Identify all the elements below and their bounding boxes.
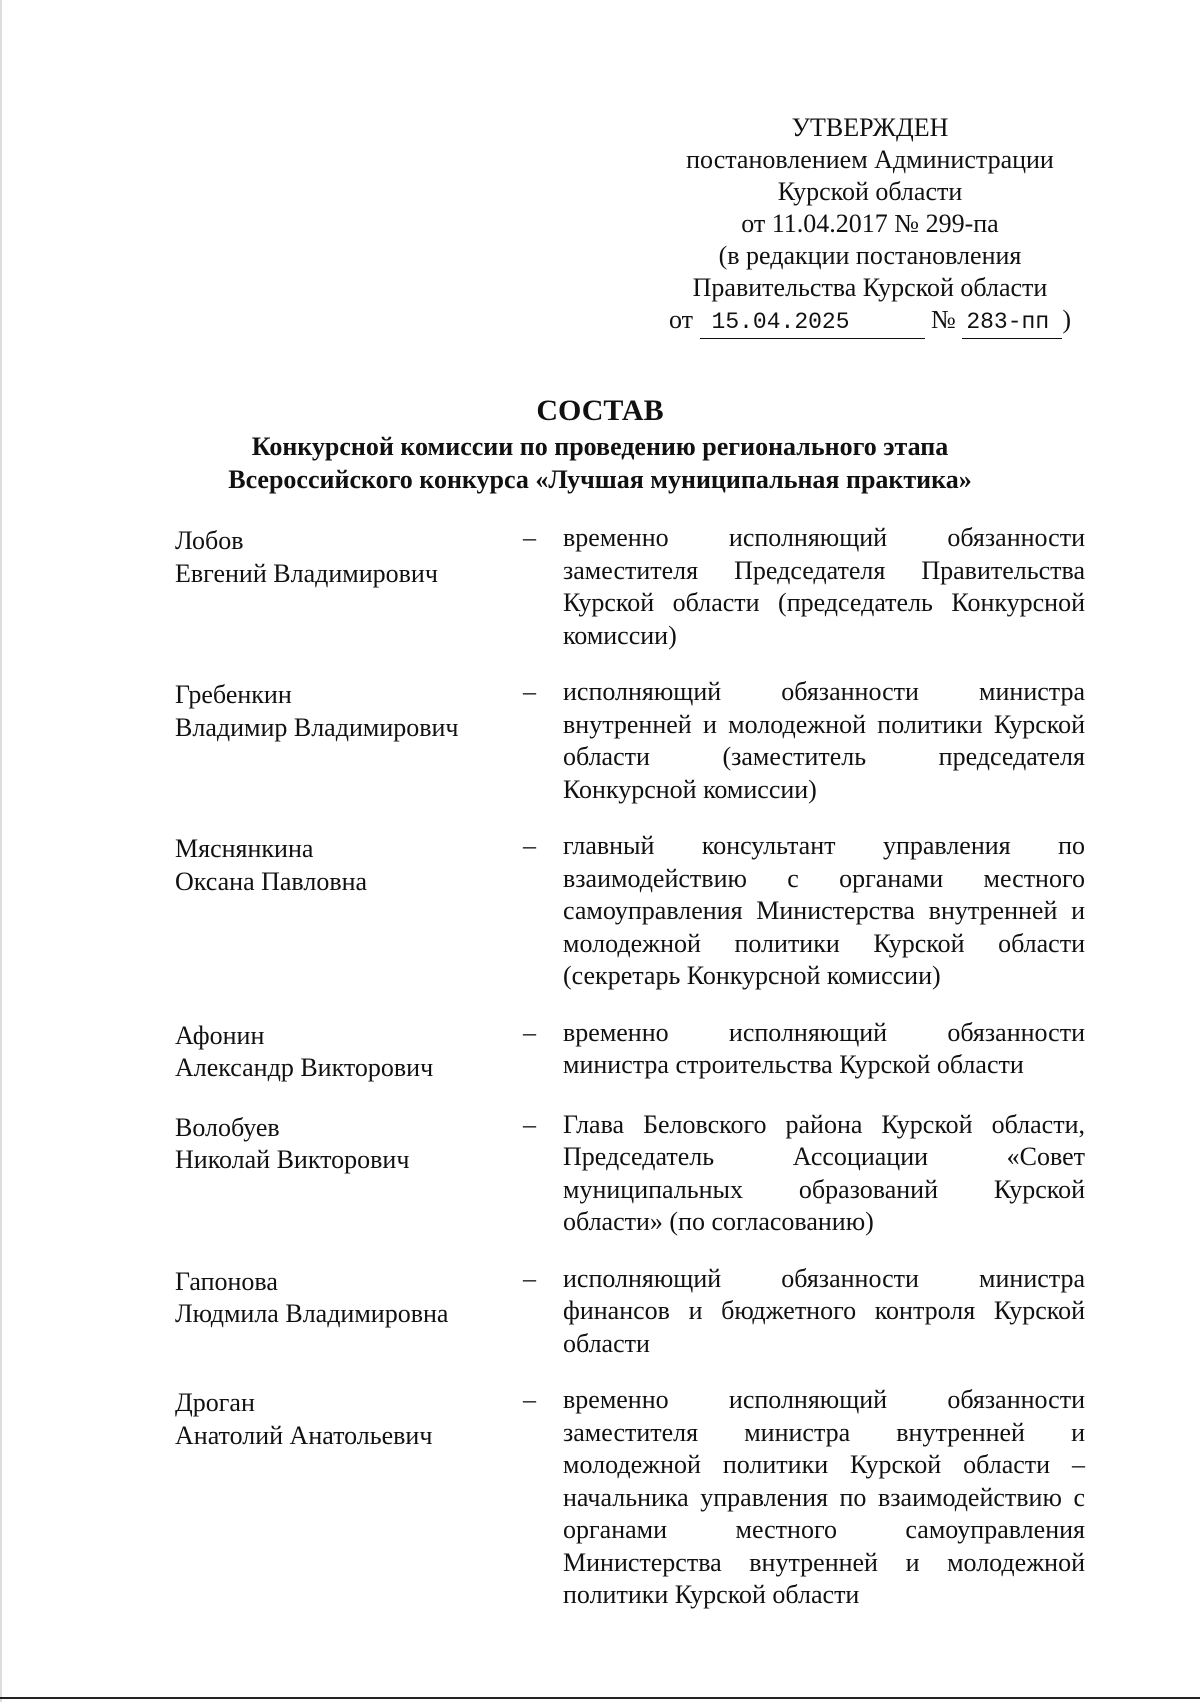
- number-label: №: [931, 305, 956, 334]
- member-dash: –: [523, 1385, 536, 1414]
- member-given-names: Оксана Павловна: [175, 866, 368, 896]
- approval-original-decree: от 11.04.2017 № 299-па: [741, 209, 999, 238]
- member-name: [175, 676, 515, 806]
- member-surname: Гребенкин: [175, 680, 292, 709]
- member-name: [175, 830, 515, 993]
- member-dash: –: [523, 1263, 536, 1293]
- member-given-names: Людмила Владимировна: [175, 1299, 449, 1328]
- document-subtitle-line1: Конкурсной комиссии по проведению регионального этапа: [251, 432, 949, 461]
- revision-date: 15.04.2025: [700, 306, 925, 339]
- document-title: СОСТАВ: [536, 394, 664, 427]
- member-given-names: Владимир Владимирович: [175, 712, 459, 742]
- scan-edge-left: [0, 0, 2, 1702]
- member-surname: Афонин: [175, 1020, 265, 1050]
- member-name: [175, 1384, 515, 1612]
- approval-heading: УТВЕРЖДЕН: [791, 113, 949, 142]
- member-role: главный консультант управления по взаимодействию с органами местного самоуправления Министерства внутренней и молодежной политики Курской области (секретарь Конкурсной комиссии): [563, 831, 1085, 990]
- approval-line: Правительства Курской области: [692, 273, 1048, 302]
- close-paren: ): [1062, 305, 1071, 334]
- member-dash: –: [523, 831, 536, 860]
- member-dash: –: [523, 1017, 536, 1047]
- member-surname: Дроган: [175, 1388, 255, 1417]
- member-name: [175, 1109, 515, 1239]
- member-role: исполняющий обязанности министра финансов и бюджетного контроля Курской области: [563, 1263, 1085, 1358]
- approval-line: (в редакции постановления: [718, 241, 1022, 270]
- member-dash: –: [523, 677, 536, 706]
- member-given-names: Анатолий Анатольевич: [175, 1420, 433, 1450]
- member-row: [175, 1263, 1087, 1361]
- member-role: исполняющий обязанности министра внутренней и молодежной политики Курской области (заместитель председателя Конкурсной комиссии): [563, 677, 1085, 804]
- member-row: [175, 1109, 1087, 1239]
- member-name: [175, 522, 515, 652]
- document-subtitle-line2: Всероссийского конкурса «Лучшая муниципальная практика»: [228, 465, 972, 494]
- member-row: [175, 1384, 1087, 1612]
- document-title-block: [150, 392, 1050, 496]
- member-surname: Волобуев: [175, 1112, 280, 1142]
- member-row: [175, 522, 1087, 652]
- approval-revision-line: [660, 304, 1080, 339]
- approval-line: Курской области: [777, 177, 963, 206]
- member-name: [175, 1017, 515, 1085]
- member-row: [175, 830, 1087, 993]
- member-surname: Гапонова: [175, 1266, 278, 1296]
- revision-number: 283-пп: [962, 306, 1062, 339]
- member-surname: Лобов: [175, 526, 244, 555]
- member-given-names: Николай Викторович: [175, 1145, 410, 1174]
- member-row: [175, 1017, 1087, 1085]
- member-list: [175, 522, 1087, 1636]
- approval-line: постановлением Администрации: [686, 145, 1054, 174]
- member-role: временно исполняющий обязанности заместителя министра внутренней и молодежной политики Курской области – начальника управления по взаимодействию с органами местного самоуправления Министерства внутренней и молодежной политики Курской области: [563, 1385, 1085, 1609]
- member-surname: Мяснянкина: [175, 834, 314, 863]
- member-role: временно исполняющий обязанности заместителя Председателя Правительства Курской области (председатель Конкурсной комиссии): [563, 523, 1085, 650]
- member-given-names: Евгений Владимирович: [175, 558, 438, 588]
- member-name: [175, 1263, 515, 1361]
- approval-stamp: [660, 112, 1080, 339]
- member-dash: –: [523, 523, 536, 552]
- member-role: Глава Беловского района Курской области, Председатель Ассоциации «Совет муниципальных образований Курской области» (по согласованию): [563, 1109, 1085, 1236]
- member-dash: –: [523, 1109, 536, 1139]
- member-row: [175, 676, 1087, 806]
- member-given-names: Александр Викторович: [175, 1053, 434, 1082]
- scan-edge-bottom: [0, 1697, 1200, 1699]
- member-role: временно исполняющий обязанности министра строительства Курской области: [563, 1017, 1085, 1079]
- from-label: от: [668, 305, 694, 334]
